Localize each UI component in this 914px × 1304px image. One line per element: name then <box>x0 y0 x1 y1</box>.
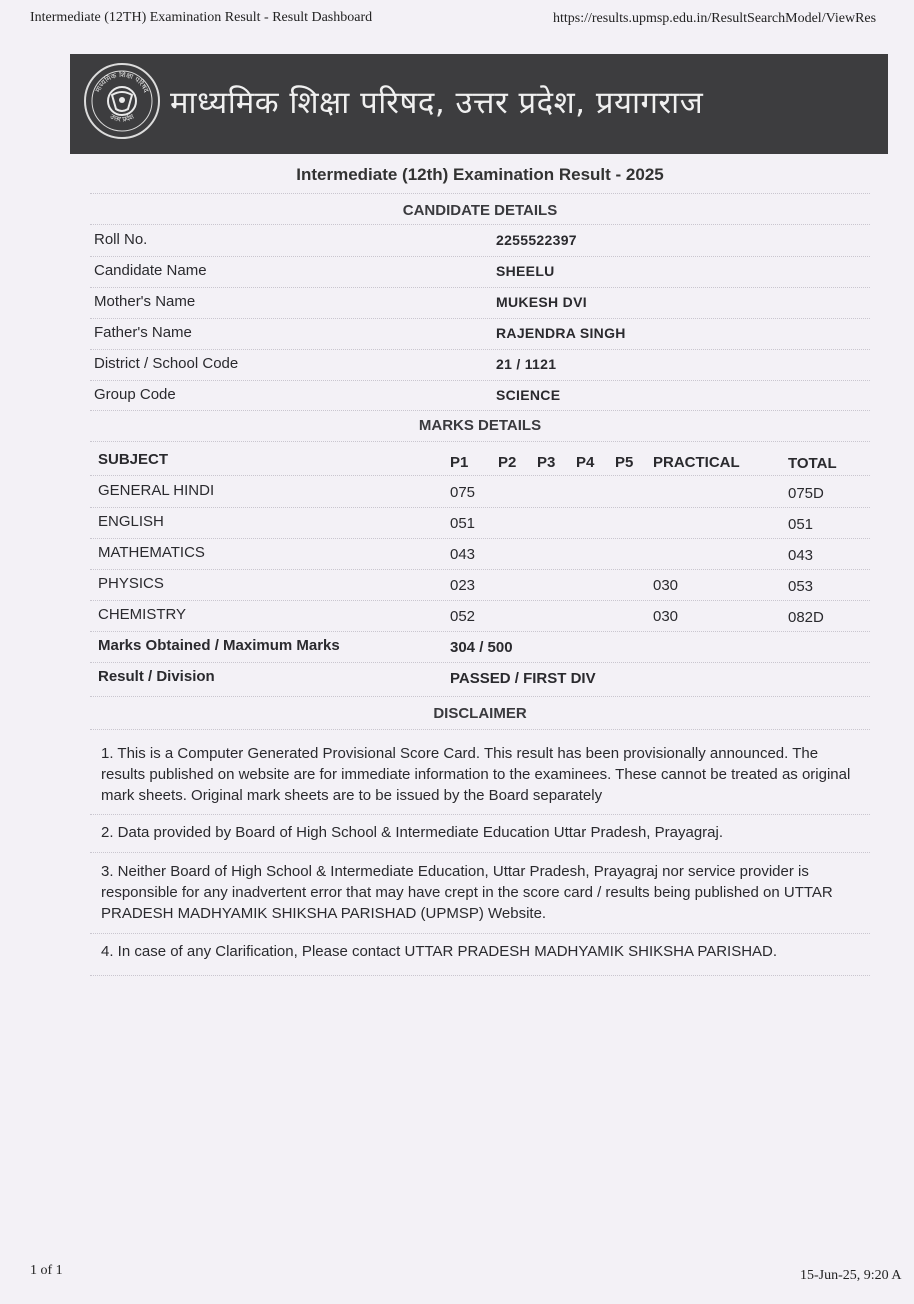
divider <box>90 975 870 976</box>
total-mark: 043 <box>788 547 814 564</box>
logo-top-text: माध्यमिक शिक्षा परिषद <box>93 70 151 94</box>
p1-mark: 043 <box>450 546 476 563</box>
col-practical: PRACTICAL <box>653 454 740 471</box>
field-value: 2255522397 <box>496 232 577 248</box>
board-emblem-icon <box>86 65 158 137</box>
logo-bottom-text: उत्तर प्रदेश <box>108 112 136 124</box>
divider <box>90 224 870 225</box>
print-page-url: https://results.upmsp.edu.in/ResultSearchModel/ViewRes <box>553 11 877 26</box>
divider <box>90 933 870 934</box>
divider <box>90 193 870 194</box>
divider <box>90 569 870 570</box>
total-mark: 082D <box>788 609 824 626</box>
subject-name: PHYSICS <box>98 575 164 592</box>
divider <box>90 349 870 350</box>
divider <box>90 852 870 853</box>
p1-mark: 052 <box>450 608 476 625</box>
marks-details-heading: MARKS DETAILS <box>418 417 542 434</box>
col-p4: P4 <box>576 454 595 471</box>
divider <box>90 631 870 632</box>
marks-obtained-label: Marks Obtained / Maximum Marks <box>98 637 340 654</box>
field-label: Roll No. <box>94 231 148 248</box>
disclaimer-item: 3. Neither Board of High School & Intermediate Education, Uttar Pradesh, Prayagraj nor service provider is responsible for any inadvertent error that may have crept in the score card / results being published on UTTAR PRADESH MADHYAMIK SHIKSHA PARISHAD (UPMSP) Website. <box>101 863 833 922</box>
field-value: 21 / 1121 <box>496 356 557 372</box>
page-count: 1 of 1 <box>30 1263 63 1278</box>
divider <box>90 600 870 601</box>
divider <box>90 662 870 663</box>
col-p1: P1 <box>450 454 469 471</box>
col-p5: P5 <box>615 454 634 471</box>
marks-header-row <box>98 451 870 481</box>
divider <box>90 814 870 815</box>
print-page-title: Intermediate (12TH) Examination Result - Result Dashboard <box>30 10 373 25</box>
divider <box>90 256 870 257</box>
candidate-row-group <box>94 386 870 416</box>
field-label: Candidate Name <box>94 262 207 279</box>
result-row <box>98 668 870 698</box>
p1-mark: 075 <box>450 484 476 501</box>
subject-name: CHEMISTRY <box>98 606 187 623</box>
candidate-details-heading: CANDIDATE DETAILS <box>402 202 558 219</box>
divider <box>90 380 870 381</box>
col-p2: P2 <box>498 454 517 471</box>
subject-name: ENGLISH <box>98 513 164 530</box>
print-timestamp: 15-Jun-25, 9:20 A <box>800 1268 902 1283</box>
field-value: RAJENDRA SINGH <box>496 325 626 341</box>
total-mark: 075D <box>788 485 824 502</box>
divider <box>90 410 870 411</box>
subject-name: MATHEMATICS <box>98 544 205 561</box>
field-label: Mother's Name <box>94 293 196 310</box>
marks-obtained-value: 304 / 500 <box>450 639 513 656</box>
subject-name: GENERAL HINDI <box>98 482 215 499</box>
practical-mark: 030 <box>653 577 679 594</box>
practical-mark: 030 <box>653 608 679 625</box>
disclaimer-item: 4. In case of any Clarification, Please contact UTTAR PRADESH MADHYAMIK SHIKSHA PARISHAD. <box>101 943 778 960</box>
disclaimer-item: 2. Data provided by Board of High School & Intermediate Education Uttar Pradesh, Prayagraj. <box>101 824 724 841</box>
total-mark: 053 <box>788 578 814 595</box>
result-label: Result / Division <box>98 668 215 685</box>
total-mark: 051 <box>788 516 814 533</box>
divider <box>90 729 870 730</box>
divider <box>90 441 870 442</box>
board-banner <box>70 54 888 154</box>
field-value: MUKESH DVI <box>496 294 587 310</box>
svg-text:माध्यमिक शिक्षा परिषद <box>94 70 150 94</box>
divider <box>90 507 870 508</box>
field-label: Father's Name <box>94 324 192 341</box>
exam-title: Intermediate (12th) Examination Result - 2025 <box>296 165 664 184</box>
field-value: SCIENCE <box>496 387 561 403</box>
divider <box>90 696 870 697</box>
p1-mark: 051 <box>450 515 476 532</box>
disclaimer-item: 1. This is a Computer Generated Provisional Score Card. This result has been provisionally announced. The results published on website are for immediate information to the examinees. These cannot be treated as original mark sheets. Original mark sheets are to be issued by the Board separately <box>101 745 851 804</box>
board-logo <box>84 63 160 139</box>
field-label: District / School Code <box>94 355 239 372</box>
field-value: SHEELU <box>496 263 555 279</box>
col-subject: SUBJECT <box>98 451 169 468</box>
p1-mark: 023 <box>450 577 476 594</box>
field-label: Group Code <box>94 386 176 403</box>
divider <box>90 538 870 539</box>
disclaimer-heading: DISCLAIMER <box>433 705 527 722</box>
divider <box>90 318 870 319</box>
divider <box>90 475 870 476</box>
col-total: TOTAL <box>788 455 837 472</box>
banner-title: माध्यमिक शिक्षा परिषद, उत्तर प्रदेश, प्रयागराज <box>170 85 704 121</box>
result-value: PASSED / FIRST DIV <box>450 670 596 687</box>
divider <box>90 287 870 288</box>
col-p3: P3 <box>537 454 556 471</box>
